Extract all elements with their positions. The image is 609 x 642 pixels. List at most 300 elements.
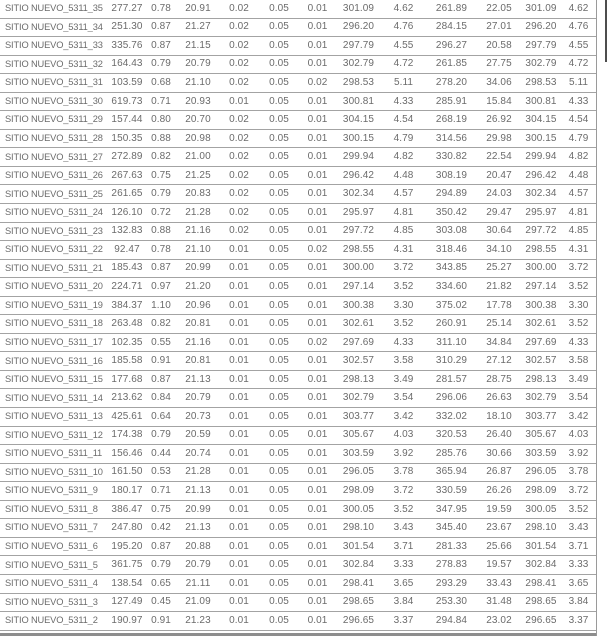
cell-value: 0.01: [307, 410, 328, 422]
cell-value: 0.01: [229, 95, 249, 107]
cell-value: 0.79: [151, 188, 171, 200]
cell-value: 0.01: [229, 559, 249, 571]
cell-value: 300.05: [342, 503, 375, 515]
cell-value: 384.37: [111, 299, 143, 311]
cell-value: 0.01: [307, 299, 328, 311]
cell-value: 300.81: [342, 95, 375, 107]
cell-value: 22.54: [486, 151, 512, 163]
cell-value: 0.05: [269, 355, 289, 367]
cell-value: 34.06: [486, 76, 512, 88]
cell-value: 296.42: [525, 169, 557, 181]
table-row: [0, 519, 597, 538]
cell-value: 0.05: [269, 225, 289, 237]
cell-value: 0.79: [151, 429, 171, 441]
cell-value: 103.59: [111, 76, 143, 88]
cell-value: 21.16: [185, 225, 211, 237]
cell-value: 3.72: [393, 484, 414, 496]
table-row: [0, 501, 597, 520]
cell-site-name: SITIO NUEVO_5311_15: [5, 375, 103, 385]
cell-value: 0.80: [151, 114, 171, 126]
cell-site-name: SITIO NUEVO_5311_23: [5, 226, 103, 236]
cell-value: 20.70: [185, 114, 211, 126]
cell-value: 21.13: [185, 522, 211, 534]
cell-value: 3.78: [393, 466, 414, 478]
cell-site-name: SITIO NUEVO_5311_4: [5, 579, 98, 589]
cell-value: 21.00: [185, 151, 211, 163]
cell-value: 300.38: [525, 299, 557, 311]
cell-value: 0.05: [269, 447, 289, 459]
cell-value: 3.58: [393, 355, 414, 367]
cell-site-name: SITIO NUEVO_5311_12: [5, 430, 103, 440]
cell-value: 3.84: [393, 596, 414, 608]
cell-value: 224.71: [111, 280, 143, 292]
cell-value: 298.65: [342, 596, 375, 608]
cell-value: 284.15: [435, 21, 468, 33]
cell-value: 297.14: [342, 280, 375, 292]
cell-value: 296.20: [342, 21, 375, 33]
cell-site-name: SITIO NUEVO_5311_16: [5, 356, 103, 366]
cell-value: 0.01: [229, 503, 249, 515]
cell-value: 0.05: [269, 410, 289, 422]
cell-value: 0.88: [151, 225, 171, 237]
cell-value: 0.02: [229, 151, 249, 163]
cell-value: 1.10: [151, 299, 171, 311]
cell-site-name: SITIO NUEVO_5311_13: [5, 412, 103, 422]
cell-value: 0.05: [269, 114, 289, 126]
table-row: [0, 371, 597, 390]
table-row: [0, 464, 597, 483]
cell-value: 302.79: [342, 58, 375, 70]
cell-value: 300.15: [525, 132, 557, 144]
cell-value: 320.53: [435, 429, 468, 441]
cell-value: 30.64: [486, 225, 512, 237]
cell-value: 0.01: [307, 95, 328, 107]
cell-value: 0.44: [151, 447, 171, 459]
cell-value: 26.63: [486, 392, 512, 404]
cell-site-name: SITIO NUEVO_5311_20: [5, 282, 103, 292]
cell-value: 138.54: [111, 577, 143, 589]
cell-value: 0.05: [269, 132, 289, 144]
cell-value: 26.87: [486, 466, 512, 478]
cell-value: 267.63: [111, 169, 143, 181]
cell-value: 0.01: [229, 280, 249, 292]
cell-value: 0.71: [151, 95, 171, 107]
cell-value: 180.17: [111, 484, 143, 496]
cell-value: 302.57: [342, 355, 375, 367]
cell-value: 4.76: [393, 21, 414, 33]
cell-value: 302.84: [342, 559, 375, 571]
cell-value: 0.05: [269, 596, 289, 608]
cell-value: 0.05: [269, 318, 289, 330]
cell-value: 19.59: [486, 503, 512, 515]
cell-value: 185.58: [111, 355, 143, 367]
cell-value: 0.02: [229, 114, 249, 126]
cell-site-name: SITIO NUEVO_5311_7: [5, 523, 98, 533]
cell-value: 272.89: [111, 151, 143, 163]
cell-value: 0.87: [151, 21, 171, 33]
cell-value: 0.71: [151, 484, 171, 496]
cell-value: 23.02: [486, 614, 512, 626]
cell-value: 4.62: [393, 2, 414, 14]
cell-value: 0.05: [269, 169, 289, 181]
cell-value: 296.27: [435, 39, 468, 51]
cell-value: 27.01: [486, 21, 512, 33]
table-right-border: [596, 0, 597, 636]
cell-value: 20.79: [185, 58, 211, 70]
cell-site-name: SITIO NUEVO_5311_31: [5, 78, 103, 88]
cell-value: 0.01: [229, 392, 249, 404]
cell-site-name: SITIO NUEVO_5311_11: [5, 449, 103, 459]
table-row: [0, 538, 597, 557]
cell-value: 0.78: [151, 2, 171, 14]
cell-value: 0.01: [307, 355, 328, 367]
cell-value: 4.33: [393, 336, 414, 348]
cell-value: 213.62: [111, 392, 143, 404]
table-row: [0, 19, 597, 38]
cell-value: 375.02: [435, 299, 468, 311]
cell-value: 302.79: [525, 58, 557, 70]
cell-value: 21.28: [185, 206, 211, 218]
cell-value: 21.09: [185, 596, 211, 608]
cell-value: 0.01: [307, 522, 328, 534]
cell-value: 4.62: [568, 2, 589, 14]
table-row: [0, 130, 597, 149]
cell-value: 386.47: [111, 503, 143, 515]
cell-value: 298.10: [525, 522, 557, 534]
cell-value: 4.85: [393, 225, 414, 237]
cell-value: 297.79: [525, 39, 557, 51]
cell-value: 0.02: [307, 243, 328, 255]
cell-value: 298.65: [525, 596, 557, 608]
cell-value: 0.79: [151, 58, 171, 70]
cell-value: 34.10: [486, 243, 512, 255]
cell-site-name: SITIO NUEVO_5311_2: [5, 616, 98, 626]
cell-value: 0.01: [307, 114, 328, 126]
cell-site-name: SITIO NUEVO_5311_21: [5, 263, 103, 273]
cell-value: 296.20: [525, 21, 557, 33]
table-row: [0, 315, 597, 334]
cell-value: 0.02: [229, 206, 249, 218]
cell-value: 0.91: [151, 355, 171, 367]
cell-value: 0.05: [269, 540, 289, 552]
table-row: [0, 445, 597, 464]
cell-value: 300.00: [342, 262, 375, 274]
cell-value: 21.82: [486, 280, 512, 292]
cell-value: 0.02: [229, 225, 249, 237]
cell-value: 0.01: [307, 540, 328, 552]
cell-value: 278.83: [435, 559, 468, 571]
cell-value: 0.05: [269, 243, 289, 255]
cell-value: 3.71: [568, 540, 589, 552]
cell-value: 296.42: [342, 169, 375, 181]
cell-value: 295.97: [525, 206, 557, 218]
cell-site-name: SITIO NUEVO_5311_18: [5, 319, 103, 329]
cell-value: 156.46: [111, 447, 143, 459]
cell-value: 305.67: [525, 429, 557, 441]
cell-value: 21.10: [185, 243, 211, 255]
cell-value: 4.79: [393, 132, 414, 144]
cell-value: 20.93: [185, 95, 211, 107]
cell-value: 0.78: [151, 243, 171, 255]
cell-value: 0.05: [269, 299, 289, 311]
cell-value: 24.03: [486, 188, 512, 200]
cell-value: 303.77: [342, 410, 375, 422]
cell-value: 296.06: [435, 392, 468, 404]
cell-value: 164.43: [111, 58, 143, 70]
cell-value: 0.87: [151, 262, 171, 274]
cell-value: 20.59: [185, 429, 211, 441]
cell-value: 335.76: [111, 39, 143, 51]
cell-value: 0.01: [307, 466, 328, 478]
cell-value: 303.59: [342, 447, 375, 459]
cell-value: 425.61: [111, 410, 143, 422]
cell-site-name: SITIO NUEVO_5311_25: [5, 189, 103, 199]
cell-value: 0.02: [229, 76, 249, 88]
cell-value: 21.27: [185, 21, 211, 33]
table-row: [0, 56, 597, 75]
cell-value: 261.85: [435, 58, 468, 70]
cell-value: 297.72: [342, 225, 375, 237]
cell-value: 302.57: [525, 355, 557, 367]
cell-value: 0.01: [307, 392, 328, 404]
cell-value: 3.72: [393, 262, 414, 274]
cell-value: 20.74: [185, 447, 211, 459]
cell-value: 0.01: [307, 577, 328, 589]
cell-value: 20.96: [185, 299, 211, 311]
cell-site-name: SITIO NUEVO_5311_29: [5, 115, 103, 125]
cell-value: 0.01: [229, 540, 249, 552]
cell-value: 0.01: [307, 447, 328, 459]
cell-value: 0.01: [229, 577, 249, 589]
cell-value: 4.57: [393, 188, 414, 200]
cell-site-name: SITIO NUEVO_5311_9: [5, 486, 98, 496]
cell-value: 310.29: [435, 355, 468, 367]
cell-value: 20.99: [185, 503, 211, 515]
cell-value: 30.66: [486, 447, 512, 459]
cell-value: 0.05: [269, 392, 289, 404]
cell-value: 301.09: [342, 2, 375, 14]
cell-value: 0.05: [269, 206, 289, 218]
cell-value: 21.28: [185, 466, 211, 478]
table-row: [0, 482, 597, 501]
table-row: [0, 352, 597, 371]
cell-value: 304.15: [342, 114, 375, 126]
cell-value: 0.75: [151, 503, 171, 515]
cell-value: 0.65: [151, 577, 171, 589]
cell-value: 0.84: [151, 392, 171, 404]
cell-value: 300.00: [525, 262, 557, 274]
cell-value: 4.03: [568, 429, 589, 441]
cell-value: 0.01: [307, 58, 328, 70]
cell-value: 345.40: [435, 522, 468, 534]
table-row: [0, 148, 597, 167]
cell-value: 0.05: [269, 95, 289, 107]
table-row: [0, 223, 597, 242]
cell-value: 298.41: [342, 577, 375, 589]
cell-value: 0.01: [307, 614, 328, 626]
cell-site-name: SITIO NUEVO_5311_22: [5, 245, 103, 255]
cell-value: 3.72: [568, 484, 589, 496]
cell-value: 301.09: [525, 2, 557, 14]
table-row: [0, 575, 597, 594]
cell-value: 157.44: [111, 114, 143, 126]
cell-value: 0.02: [229, 188, 249, 200]
cell-value: 0.01: [229, 373, 249, 385]
cell-value: 0.01: [307, 169, 328, 181]
cell-value: 0.75: [151, 169, 171, 181]
cell-value: 253.30: [435, 596, 468, 608]
cell-value: 297.79: [342, 39, 375, 51]
table-row: [0, 111, 597, 130]
cell-value: 4.81: [568, 206, 589, 218]
cell-value: 20.47: [486, 169, 512, 181]
cell-value: 3.92: [568, 447, 589, 459]
cell-value: 0.01: [229, 318, 249, 330]
cell-value: 18.10: [486, 410, 512, 422]
cell-value: 296.65: [342, 614, 375, 626]
cell-value: 19.57: [486, 559, 512, 571]
cell-value: 281.33: [435, 540, 468, 552]
cell-site-name: SITIO NUEVO_5311_5: [5, 560, 98, 570]
cell-value: 3.42: [568, 410, 589, 422]
cell-value: 330.82: [435, 151, 468, 163]
cell-value: 21.13: [185, 373, 211, 385]
cell-value: 3.42: [393, 410, 414, 422]
table-row: [0, 278, 597, 297]
cell-value: 0.05: [269, 522, 289, 534]
cell-value: 92.47: [114, 243, 140, 255]
cell-value: 278.20: [435, 76, 468, 88]
cell-value: 4.31: [393, 243, 414, 255]
cell-value: 619.73: [111, 95, 143, 107]
cell-value: 22.05: [486, 2, 512, 14]
table-row: [0, 37, 597, 56]
cell-value: 302.34: [342, 188, 375, 200]
cell-value: 3.54: [393, 392, 414, 404]
cell-value: 26.92: [486, 114, 512, 126]
cell-value: 0.01: [229, 243, 249, 255]
cell-value: 343.85: [435, 262, 468, 274]
cell-value: 3.58: [568, 355, 589, 367]
cell-site-name: SITIO NUEVO_5311_28: [5, 133, 103, 143]
cell-value: 0.01: [307, 429, 328, 441]
cell-value: 305.67: [342, 429, 375, 441]
cell-value: 0.01: [307, 318, 328, 330]
cell-value: 0.55: [151, 336, 171, 348]
cell-value: 299.94: [525, 151, 557, 163]
cell-value: 0.01: [307, 559, 328, 571]
cell-value: 297.69: [525, 336, 557, 348]
cell-value: 3.49: [393, 373, 414, 385]
table-row: [0, 260, 597, 279]
cell-value: 0.79: [151, 559, 171, 571]
cell-value: 298.09: [342, 484, 375, 496]
cell-value: 27.75: [486, 58, 512, 70]
cell-site-name: SITIO NUEVO_5311_26: [5, 171, 103, 181]
cell-value: 330.59: [435, 484, 468, 496]
cell-value: 365.94: [435, 466, 468, 478]
cell-value: 300.15: [342, 132, 375, 144]
cell-value: 0.01: [229, 466, 249, 478]
cell-value: 0.05: [269, 336, 289, 348]
table-row: [0, 241, 597, 260]
cell-value: 25.27: [486, 262, 512, 274]
table-row: [0, 594, 597, 613]
cell-value: 263.48: [111, 318, 143, 330]
cell-value: 0.01: [307, 2, 328, 14]
cell-value: 21.10: [185, 76, 211, 88]
cell-value: 3.52: [568, 318, 589, 330]
cell-value: 0.05: [269, 503, 289, 515]
cell-value: 0.53: [151, 466, 171, 478]
cell-value: 21.16: [185, 336, 211, 348]
cell-value: 20.58: [486, 39, 512, 51]
cell-value: 4.03: [393, 429, 414, 441]
cell-value: 298.53: [525, 76, 557, 88]
cell-site-name: SITIO NUEVO_5311_8: [5, 504, 98, 514]
cell-value: 3.72: [568, 262, 589, 274]
cell-value: 347.95: [435, 503, 468, 515]
cell-value: 31.48: [486, 596, 512, 608]
cell-value: 302.61: [525, 318, 557, 330]
cell-value: 0.05: [269, 614, 289, 626]
cell-value: 4.33: [568, 95, 589, 107]
cell-value: 260.91: [435, 318, 468, 330]
cell-value: 20.98: [185, 132, 211, 144]
cell-value: 261.65: [111, 188, 143, 200]
cell-value: 296.05: [525, 466, 557, 478]
cell-site-name: SITIO NUEVO_5311_33: [5, 41, 103, 51]
cell-value: 0.05: [269, 280, 289, 292]
cell-value: 0.05: [269, 484, 289, 496]
cell-value: 0.72: [151, 206, 171, 218]
cell-value: 21.11: [185, 577, 211, 589]
cell-value: 29.98: [486, 132, 512, 144]
cell-value: 4.82: [568, 151, 589, 163]
cell-value: 0.82: [151, 318, 171, 330]
cell-value: 0.01: [307, 280, 328, 292]
cell-value: 132.83: [111, 225, 143, 237]
cell-value: 0.02: [307, 336, 328, 348]
cell-value: 332.02: [435, 410, 468, 422]
cell-value: 0.05: [269, 151, 289, 163]
cell-value: 285.91: [435, 95, 468, 107]
cell-site-name: SITIO NUEVO_5311_10: [5, 467, 103, 477]
cell-value: 20.83: [185, 188, 211, 200]
cell-value: 4.33: [568, 336, 589, 348]
cell-value: 299.94: [342, 151, 375, 163]
cell-value: 127.49: [111, 596, 143, 608]
table-row: [0, 612, 597, 631]
cell-value: 0.01: [307, 206, 328, 218]
cell-value: 295.97: [342, 206, 375, 218]
page-edge-line: [605, 0, 607, 62]
cell-value: 3.43: [393, 522, 414, 534]
cell-value: 102.35: [111, 336, 143, 348]
table-row: [0, 334, 597, 353]
cell-value: 4.57: [568, 188, 589, 200]
cell-value: 0.01: [229, 355, 249, 367]
cell-value: 20.73: [185, 410, 211, 422]
cell-value: 4.31: [568, 243, 589, 255]
cell-value: 294.89: [435, 188, 468, 200]
cell-value: 298.55: [525, 243, 557, 255]
cell-value: 3.84: [568, 596, 589, 608]
cell-value: 25.14: [486, 318, 512, 330]
cell-value: 4.48: [568, 169, 589, 181]
cell-value: 21.25: [185, 169, 211, 181]
cell-value: 21.13: [185, 484, 211, 496]
